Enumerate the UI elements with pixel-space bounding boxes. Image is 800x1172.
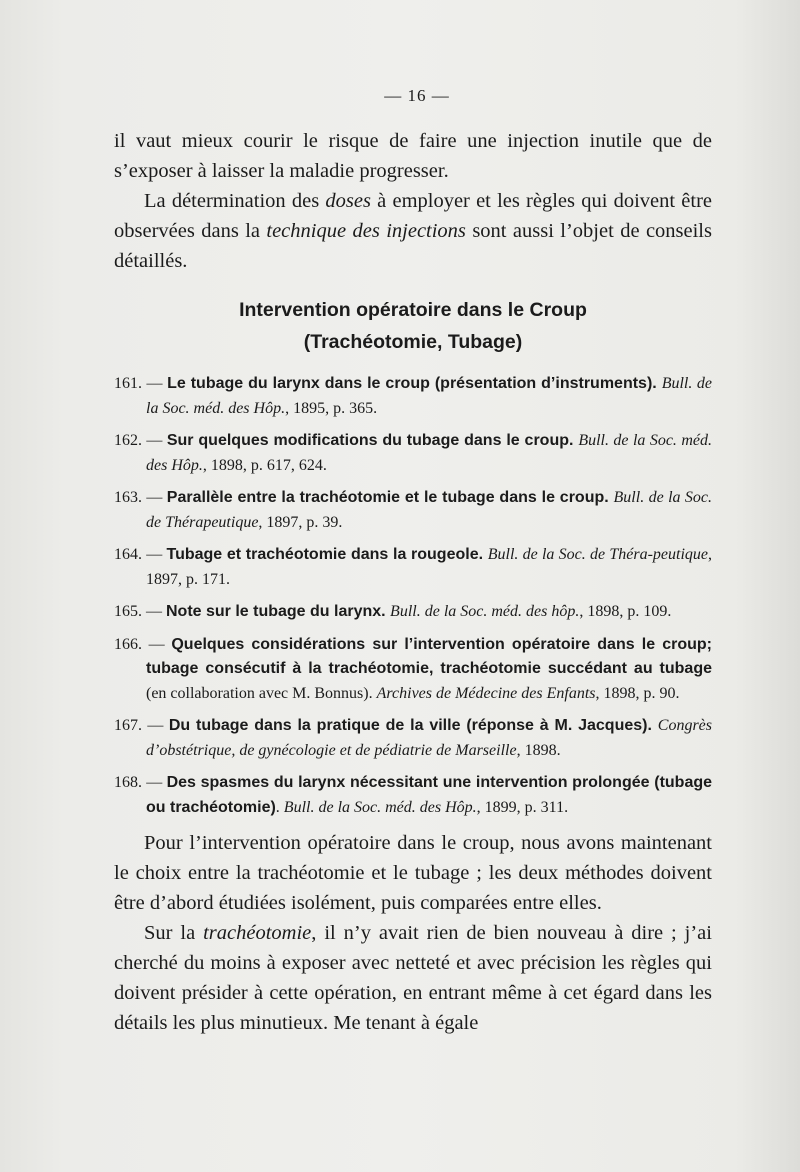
- reference-source: Archives de Médecine des Enfants: [376, 684, 596, 702]
- italic-term-tracheotomie: trachéotomie: [203, 922, 312, 944]
- reference-title: Du tubage dans la pratique de la ville (réponse à M. Jacques).: [168, 717, 658, 734]
- closing-paragraph-tracheotomy: [114, 918, 712, 1038]
- reference-details: , 1898, p. 617, 624.: [202, 456, 327, 474]
- text-run: sont aussi l’objet de conseils détaillés.: [114, 220, 712, 272]
- reference-title: Parallèle entre la trachéotomie et le tubage dans le croup.: [166, 489, 614, 506]
- reference-title: Le tubage du larynx dans le croup (présentation d’instruments).: [167, 375, 662, 392]
- reference-separator: .: [275, 798, 284, 816]
- reference-title: Tubage et trachéotomie dans la rougeole.: [166, 546, 488, 563]
- reference-dash: —: [142, 432, 167, 449]
- reference-title: Des spasmes du larynx nécessitant une intervention prolongée (tubage ou trachéotomie): [146, 774, 713, 816]
- reference-collaboration: (en collaboration avec M. Bonnus).: [146, 684, 377, 702]
- italic-term-technique: technique des injections: [266, 220, 466, 242]
- reference-item-163: [114, 486, 712, 535]
- reference-dash: —: [142, 489, 167, 506]
- reference-number: 164.: [114, 546, 142, 563]
- reference-details: , 1898.: [516, 741, 561, 759]
- reference-dash: —: [142, 546, 167, 563]
- reference-details: , 1898, p. 109.: [579, 603, 672, 620]
- page-content: [114, 86, 712, 1038]
- reference-number: 168.: [114, 774, 142, 791]
- reference-number: 167.: [114, 717, 142, 734]
- reference-dash: —: [142, 603, 166, 620]
- section-heading: Intervention opératoire dans le Croup: [239, 299, 587, 321]
- reference-list: [114, 372, 712, 820]
- reference-title: Note sur le tubage du larynx.: [166, 603, 391, 620]
- reference-details: , 1899, p. 311.: [476, 798, 569, 816]
- reference-title: Quelques considérations sur l’intervention opératoire dans le croup; tubage consécutif à la trachéotomie, trachéotomie succédant au tubage: [146, 635, 712, 677]
- page-number: — 16 —: [384, 86, 450, 105]
- reference-source: Bull. de la Soc. de Théra-peutique: [487, 546, 709, 563]
- reference-number: 163.: [114, 489, 142, 506]
- reference-number: 166.: [114, 635, 142, 653]
- reference-dash: —: [142, 717, 169, 734]
- reference-item-161: [114, 372, 712, 421]
- reference-source: Bull. de la Soc. méd. des Hôp.: [146, 375, 712, 417]
- reference-title: Sur quelques modifications du tubage dans le croup.: [166, 432, 579, 449]
- italic-term-doses: doses: [325, 190, 371, 212]
- text-run: Sur la: [144, 922, 204, 944]
- reference-source: Congrès d’obstétrique, de gynécologie et de pédiatrie de Marseille: [146, 717, 713, 759]
- intro-paragraph-continued: il vaut mieux courir le risque de faire une injection inutile que de s’exposer à laisser la maladie progresser.: [114, 130, 712, 182]
- reference-number: 165.: [114, 603, 142, 620]
- intro-paragraph-doses: [114, 186, 712, 276]
- reference-source: Bull. de la Soc. méd. des Hôp.: [283, 798, 477, 816]
- closing-paragraph-intervention: Pour l’intervention opératoire dans le croup, nous avons maintenant le choix entre la trachéotomie et le tubage ; les deux méthodes doivent être d’abord étudiées isolément, puis comparées entre elles.: [114, 832, 712, 914]
- text-run: , il n’y avait rien de bien nouveau à dire ; j’ai cherché du moins à exposer avec netteté et avec précision les règles qui doivent présider à cette opération, en entrant même à cet égard dans les détails les plus minutieux. Me tenant à égale: [114, 922, 712, 1034]
- text-run: à employer et les règles qui doivent être observées dans la: [114, 190, 712, 242]
- reference-number: 162.: [114, 432, 142, 449]
- reference-details: , 1895, p. 365.: [285, 399, 378, 417]
- reference-dash: —: [142, 774, 167, 791]
- reference-item-162: [114, 429, 712, 478]
- reference-source: Bull. de la Soc. méd. des Hôp.: [146, 432, 713, 474]
- reference-item-168: [114, 771, 712, 820]
- reference-item-167: [114, 714, 712, 763]
- reference-details: , 1898, p. 90.: [595, 684, 680, 702]
- text-run: La détermination des: [144, 190, 326, 212]
- reference-source: Bull. de la Soc. de Thérapeutique: [146, 489, 713, 531]
- reference-details: , 1897, p. 39.: [258, 513, 343, 531]
- reference-item-166: [114, 633, 712, 707]
- reference-item-164: [114, 543, 712, 592]
- section-subheading: (Trachéotomie, Tubage): [303, 331, 523, 353]
- reference-item-165: [114, 600, 712, 625]
- reference-details: , 1897, p. 171.: [146, 546, 713, 588]
- reference-source: Bull. de la Soc. méd. des hôp.: [390, 603, 580, 620]
- reference-dash: —: [142, 375, 168, 392]
- reference-dash: —: [142, 635, 172, 653]
- reference-number: 161.: [114, 375, 142, 392]
